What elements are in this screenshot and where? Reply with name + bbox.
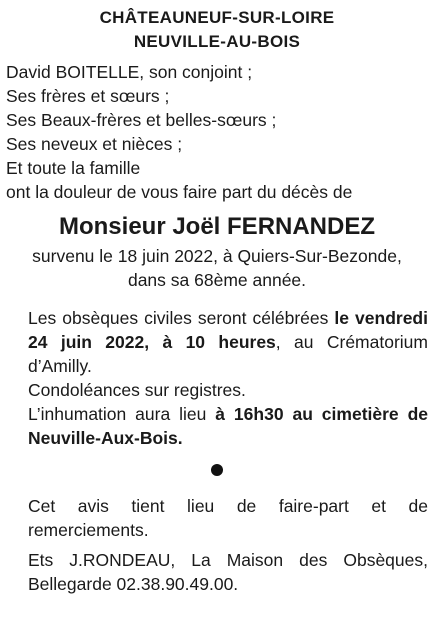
funeral-paragraph — [6, 306, 428, 378]
death-details-2: dans sa 68ème année. — [127, 270, 307, 290]
town-heading-2: NEUVILLE-AU-BOIS — [133, 32, 301, 51]
town-heading-1: CHÂTEAUNEUF-SUR-LOIRE — [99, 8, 335, 27]
deceased-name: Monsieur Joël FERNANDEZ — [58, 213, 376, 240]
notice-paragraph: Cet avis tient lieu de faire-part et de remerciements. — [28, 496, 428, 540]
family-line: Ses neveux et nièces ; — [6, 134, 183, 154]
condolences-line: Condoléances sur registres. — [28, 380, 246, 400]
funeral-text-pre: Les obsèques civiles seront célébrées — [28, 308, 335, 328]
burial-time-place: à 16h30 au cimetière de Neuville-Aux-Bois. — [28, 404, 428, 448]
funeral-date: le vendredi 24 juin 2022, à 10 heures — [28, 308, 428, 352]
family-list — [6, 60, 428, 204]
funeral-text-post: , au Crématorium d’Amilly. — [28, 332, 428, 376]
family-line: Ses Beaux-frères et belles-sœurs ; — [6, 110, 277, 130]
family-line: Et toute la famille — [6, 158, 141, 178]
family-line: ont la douleur de vous faire part du décès de — [6, 182, 353, 202]
separator-bullet — [211, 464, 223, 476]
family-line: David BOITELLE, son conjoint ; — [6, 62, 253, 82]
funeral-home-paragraph: Ets J.RONDEAU, La Maison des Obsèques, Bellegarde 02.38.90.49.00. — [28, 550, 428, 594]
burial-text-pre: L’inhumation aura lieu — [28, 404, 216, 424]
burial-paragraph — [6, 402, 428, 450]
family-line: Ses frères et sœurs ; — [6, 86, 170, 106]
death-details-1: survenu le 18 juin 2022, à Quiers-Sur-Bezonde, — [32, 246, 402, 266]
